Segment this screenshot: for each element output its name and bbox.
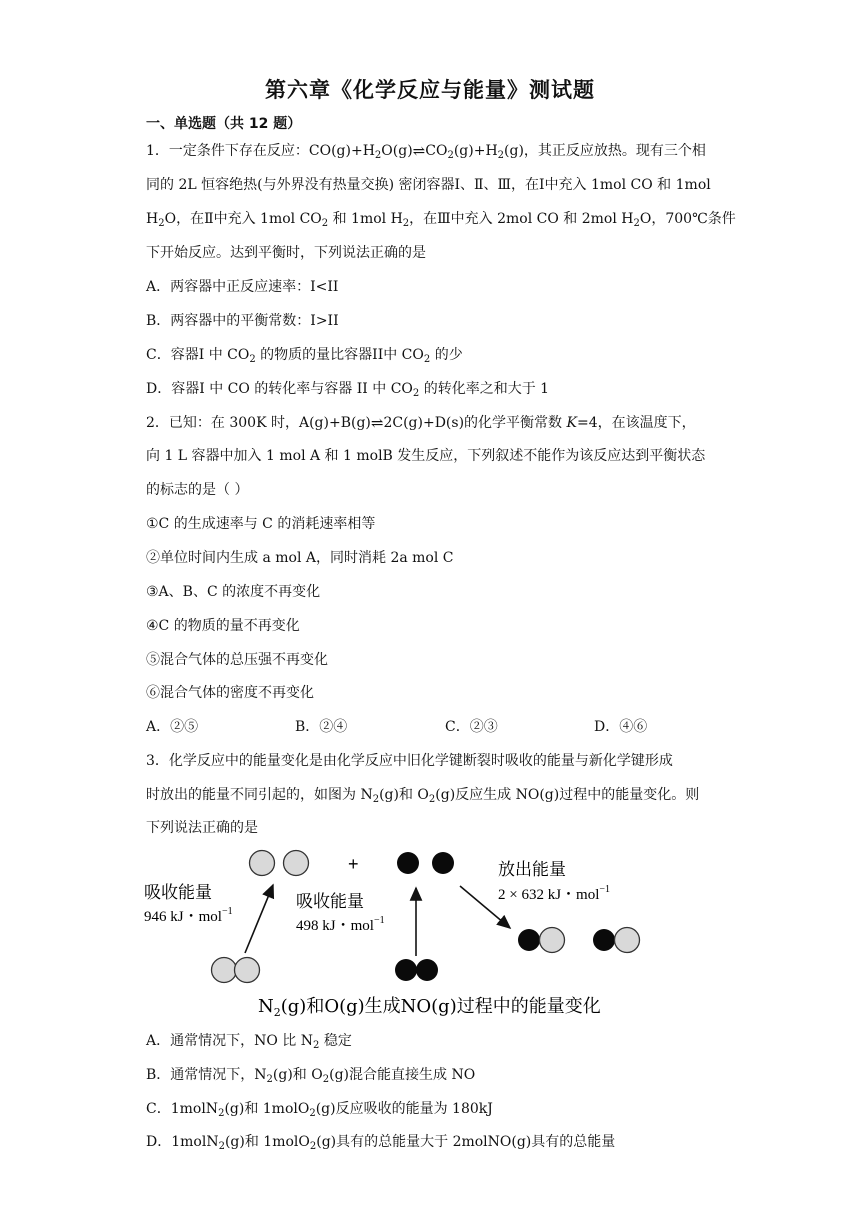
- q1-line-4: 下开始反应。达到平衡时，下列说法正确的是: [146, 245, 426, 261]
- o-atom: [397, 852, 419, 874]
- n-atom: [250, 851, 275, 876]
- q3-line-3: 下列说法正确的是: [146, 820, 258, 836]
- q3-option-a: [146, 1031, 720, 1051]
- q2-text: 2C(g)+D(s)的化学平衡常数: [383, 415, 567, 431]
- subscript: 2: [218, 1141, 225, 1152]
- figure-caption: $N_2(g)$和O(g)生成NO(g)过程中的能量变化: [258, 996, 601, 1019]
- release-value: 2 × 632 kJ・mol$^{-1}$: [498, 884, 611, 903]
- q2-text: =4，在该温度下，: [576, 415, 696, 431]
- subscript: 2: [249, 354, 256, 365]
- q2-text: K: [566, 415, 577, 431]
- absorb-value-2: 498 kJ・mol$^{-1}$: [296, 915, 385, 934]
- o-atom: [518, 929, 540, 951]
- q1-text: O，700℃条件: [639, 211, 736, 227]
- q3-text: (g)和 O: [379, 787, 429, 803]
- q1-text: D．容器I 中 CO 的转化率与容器 II 中 CO: [146, 381, 413, 397]
- q1-text: 和 1mol H: [328, 211, 403, 227]
- absorb-value-1: 946 kJ・mol$^{-1}$: [144, 906, 233, 925]
- q2-line-2: 向 1 L 容器中加入 1 mol A 和 1 molB 发生反应，下列叙述不能作为该反应达到平衡状态: [146, 448, 706, 464]
- q2-line-1: [146, 413, 720, 433]
- q1-option-c: [146, 345, 720, 365]
- q1-line-1: [146, 141, 720, 161]
- subscript: 2: [633, 218, 640, 229]
- q1-text: H: [146, 211, 159, 227]
- q2-line-3: 的标志的是（ ）: [146, 482, 249, 498]
- n-atom: [235, 958, 260, 983]
- page-title: 第六章《化学反应与能量》测试题: [265, 78, 595, 102]
- release-label: 放出能量: [498, 860, 566, 880]
- q3-text: A．通常情况下，NO 比 N: [146, 1033, 313, 1049]
- q2-statement-1: ①C 的生成速率与 C 的消耗速率相等: [146, 516, 376, 532]
- n-atom: [540, 928, 565, 953]
- q1-text: 的物质的量比容器II中 CO: [255, 347, 424, 363]
- q3-text: (g)和 1molO: [224, 1134, 310, 1150]
- q1-text: O(g): [381, 143, 413, 159]
- q3-option-b: [146, 1065, 720, 1085]
- equilibrium-arrow-icon: ⇌: [412, 142, 426, 160]
- q1-option-d: [146, 379, 720, 399]
- q1-line-3: [146, 209, 736, 229]
- section-heading: 一、单选题（共 12 题）: [146, 116, 302, 132]
- subscript: 2: [309, 1141, 317, 1152]
- q3-text: B．通常情况下，N: [146, 1067, 267, 1083]
- arrow-n2-dissociation: [245, 885, 273, 953]
- q1-text: CO: [425, 143, 448, 159]
- q3-text: (g)和 O: [272, 1067, 323, 1083]
- q1-option-b: B．两容器中的平衡常数：I>II: [146, 313, 339, 329]
- subscript: 2: [313, 1040, 320, 1051]
- subscript: 2: [412, 388, 420, 399]
- q2-statement-5: ⑤混合气体的总压强不再变化: [146, 652, 328, 668]
- q3-text: (g)具有的总能量大于 2molNO(g)具有的总能量: [316, 1134, 616, 1150]
- subscript: 2: [322, 1074, 330, 1085]
- equilibrium-arrow-icon: ⇌: [370, 414, 384, 432]
- q3-option-c: [146, 1099, 720, 1119]
- q1-text: 1．一定条件下存在反应：CO(g)+H: [146, 143, 375, 159]
- subscript: 2: [374, 150, 382, 161]
- o-atom: [416, 959, 438, 981]
- q1-text: 的转化率之和大于 1: [419, 381, 550, 397]
- subscript: 2: [428, 794, 436, 805]
- subscript: 2: [321, 218, 329, 229]
- q3-line-1: 3．化学反应中的能量变化是由化学反应中旧化学键断裂时吸收的能量与新化学键形成: [146, 753, 673, 769]
- q2-statement-4: ④C 的物质的量不再变化: [146, 618, 300, 634]
- q3-text: (g)混合能直接生成 NO: [329, 1067, 476, 1083]
- subscript: 2: [423, 354, 431, 365]
- subscript: 2: [158, 218, 165, 229]
- n-atom: [212, 958, 237, 983]
- o-atom: [395, 959, 417, 981]
- q1-text: 的少: [430, 347, 463, 363]
- q1-text: C．容器I 中 CO: [146, 347, 250, 363]
- q2-option-d: D．④⑥: [594, 719, 648, 735]
- q1-text: ，在Ⅲ中充入 2mol CO 和 2mol H: [409, 211, 634, 227]
- subscript: 2: [309, 1108, 316, 1119]
- subscript: 2: [447, 150, 454, 161]
- q2-option-a: A．②⑤: [146, 719, 199, 735]
- q3-text: 稳定: [319, 1033, 352, 1049]
- n-atom: [615, 928, 640, 953]
- q3-text: C．1molN: [146, 1101, 219, 1117]
- n-atom: [284, 851, 309, 876]
- q3-text: (g)反应生成 NO(g)过程中的能量变化。则: [435, 787, 700, 803]
- q3-text: (g)反应吸收的能量为 180kJ: [315, 1101, 493, 1117]
- subscript: 2: [402, 218, 410, 229]
- q2-statement-3: ③A、B、C 的浓度不再变化: [146, 584, 321, 600]
- q2-text: 2．已知：在 300K 时，A(g)+B(g): [146, 415, 371, 431]
- q1-text: (g)+H: [453, 143, 498, 159]
- q2-option-c: C．②③: [445, 719, 498, 735]
- q3-text: 时放出的能量不同引起的，如图为 N: [146, 787, 373, 803]
- o-atom: [432, 852, 454, 874]
- subscript: 2: [497, 150, 505, 161]
- absorb-label-1: 吸收能量: [144, 883, 212, 903]
- absorb-label-2: 吸收能量: [296, 892, 364, 912]
- q2-statement-2: ②单位时间内生成 a mol A，同时消耗 2a mol C: [146, 550, 454, 566]
- plus-sign: +: [348, 854, 359, 874]
- q1-text: O，在Ⅱ中充入 1mol CO: [164, 211, 322, 227]
- q1-line-2: 同的 2L 恒容绝热(与外界没有热量交换) 密闭容器Ⅰ、Ⅱ、Ⅲ，在Ⅰ中充入 1mol CO 和 1mol: [146, 177, 711, 193]
- q1-option-a: A．两容器中正反应速率：I<II: [146, 279, 339, 295]
- q3-line-2: [146, 785, 720, 805]
- energy-diagram: [140, 840, 660, 1025]
- q3-option-d: [146, 1132, 720, 1152]
- q1-text: (g)，其正反应放热。现有三个相: [504, 143, 706, 159]
- subscript: 2: [266, 1074, 273, 1085]
- subscript: 2: [372, 794, 380, 805]
- q3-text: D．1molN: [146, 1134, 219, 1150]
- q2-option-b: B．②④: [295, 719, 348, 735]
- o-atom: [593, 929, 615, 951]
- subscript: 2: [218, 1108, 225, 1119]
- q2-statement-6: ⑥混合气体的密度不再变化: [146, 685, 314, 701]
- q3-text: (g)和 1molO: [224, 1101, 310, 1117]
